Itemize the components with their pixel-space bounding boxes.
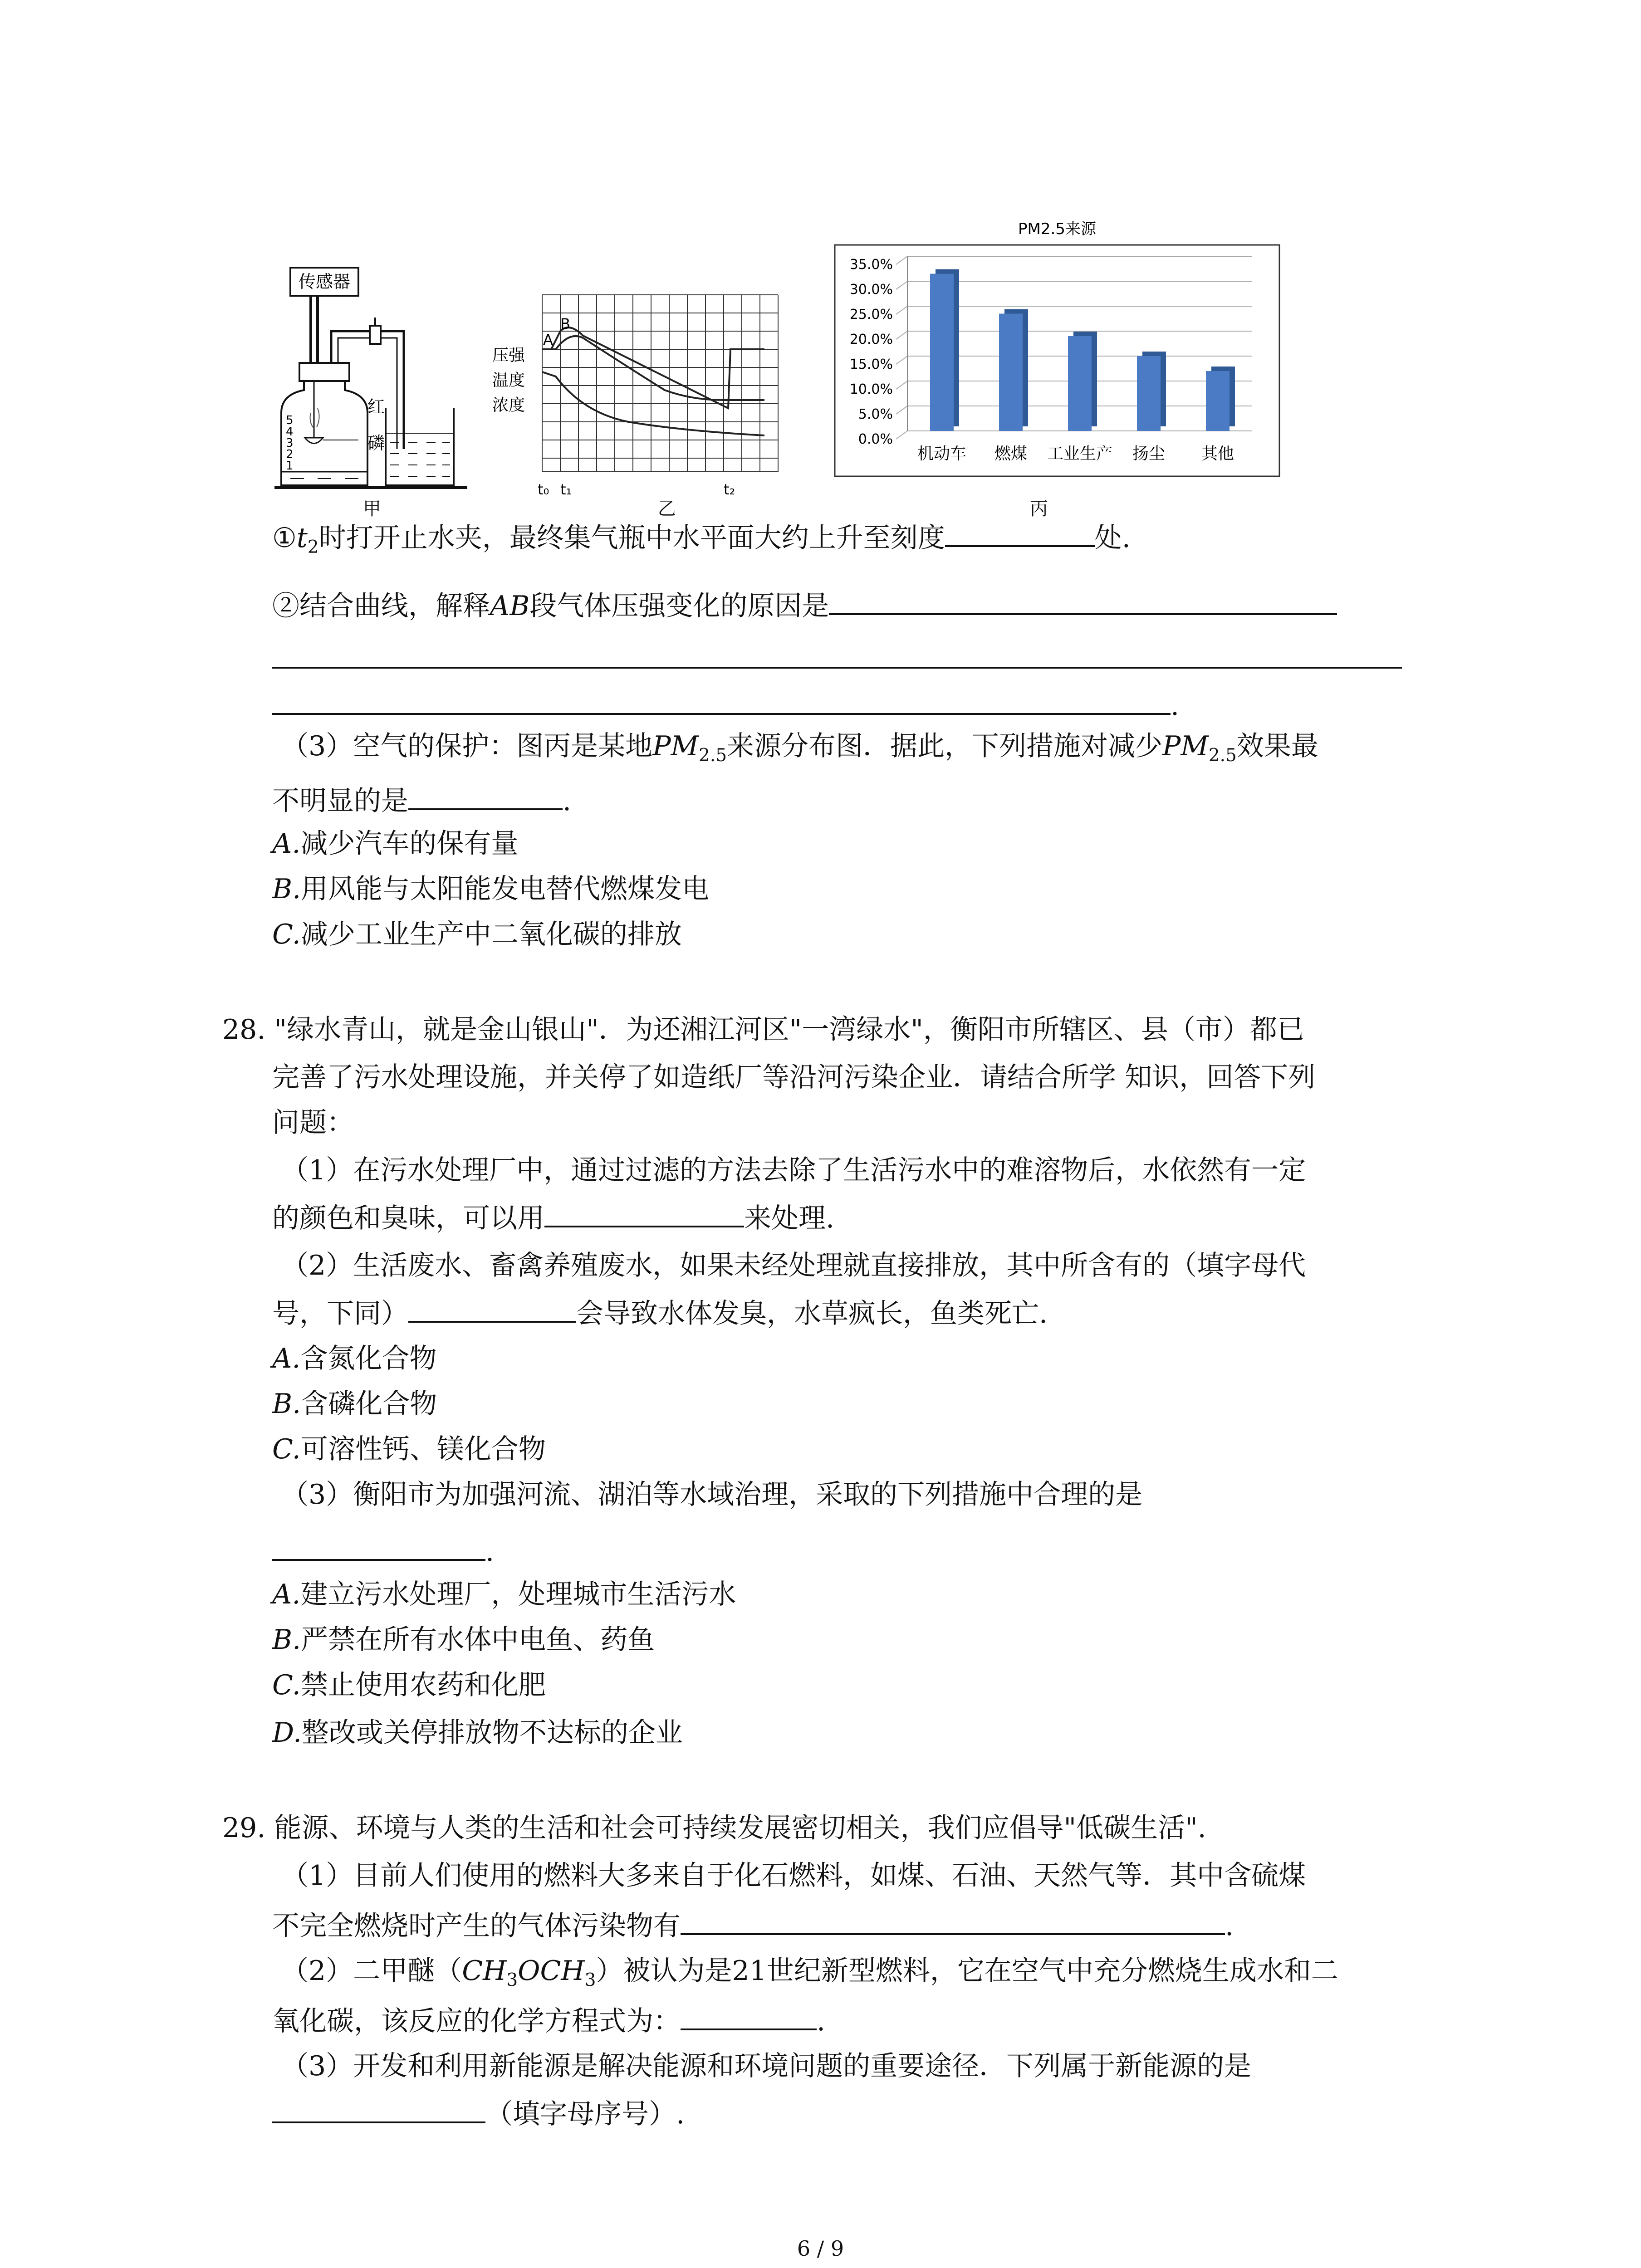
q28-measure-d: D.整改或关停排放物不达标的企业: [272, 1717, 683, 1749]
point-b-label: B: [560, 315, 570, 332]
q28-line7: 号，下同） 会导致水体发臭，水草疯长，鱼类死亡.: [272, 1293, 1048, 1334]
q28-line9: .: [272, 1531, 494, 1572]
answer-blank-ab-reason-line3[interactable]: [272, 685, 1171, 715]
q27-part2-line3: .: [272, 685, 1179, 726]
x-category-label: 扬尘: [1132, 445, 1166, 463]
svg-text:3: 3: [286, 436, 294, 450]
tick-t2: t₂: [724, 481, 735, 498]
x-category-label: 工业生产: [1047, 445, 1113, 463]
q28-option-a: A.含氮化合物: [272, 1343, 437, 1374]
q28-option-b: B.含磷化合物: [272, 1388, 437, 1420]
answer-blank-pollutant-gas[interactable]: [681, 1905, 1225, 1935]
bar: [1137, 356, 1161, 431]
y-tick-label: 25.0%: [849, 307, 893, 323]
svg-text:4: 4: [286, 425, 294, 439]
q27-part2: ②结合曲线，解释AB段气体压强变化的原因是: [272, 585, 1337, 626]
q29-line3: 不完全燃烧时产生的气体污染物有 .: [272, 1905, 1234, 1946]
q28-line1: 28. "绿水青山，就是金山银山"．为还湘江河区"一湾绿水"，衡阳市所辖区、县（市）都已: [222, 1014, 1304, 1046]
bar: [1206, 371, 1230, 431]
bar: [1068, 336, 1092, 431]
y-tick-label: 30.0%: [849, 282, 893, 298]
page-number: 6 / 9: [797, 2236, 844, 2261]
q28-option-c: C.可溶性钙、镁化合物: [272, 1433, 546, 1465]
answer-blank-ab-reason-line2[interactable]: [272, 667, 1402, 669]
temperature-curve: [542, 336, 764, 400]
x-category-label: 燃煤: [994, 445, 1028, 463]
answer-blank-measures[interactable]: [272, 1531, 485, 1561]
bar: [930, 274, 954, 431]
q28-measure-b: B.严禁在所有水体中电鱼、药鱼: [272, 1624, 655, 1656]
tick-t1: t₁: [560, 481, 572, 498]
q28-line5: 的颜色和臭味，可以用 来处理.: [272, 1198, 834, 1239]
q28-measure-c: C.禁止使用农药和化肥: [272, 1669, 546, 1701]
q28-line6: （2）生活废水、畜禽养殖废水，如果未经处理就直接排放，其中所含有的（填字母代: [281, 1250, 1306, 1281]
q28-line3: 问题：: [272, 1107, 354, 1139]
answer-blank-eutrophication[interactable]: [408, 1293, 576, 1323]
svg-text:2: 2: [286, 448, 294, 461]
answer-blank-equation[interactable]: [681, 2000, 817, 2030]
y-tick-label: 0.0%: [858, 431, 893, 447]
figure-jia-apparatus: [272, 259, 485, 494]
red-phosphorus-label-1: 红: [367, 397, 385, 417]
answer-blank-pm25[interactable]: [408, 780, 563, 810]
figure-yi-caption: 乙: [658, 499, 676, 519]
y-tick-label: 20.0%: [849, 332, 893, 347]
figure-bing-caption: 丙: [1030, 499, 1048, 519]
q29-line2: （1）目前人们使用的燃料大多来自于化石燃料，如煤、石油、天然气等．其中含硫煤: [281, 1860, 1306, 1892]
q29-line5: 氧化碳，该反应的化学方程式为： .: [272, 2000, 825, 2042]
q27-option-a: A.减少汽车的保有量: [272, 828, 519, 860]
q27-part3: （3）空气的保护：图丙是某地$PM_{2.5}$来源分布图．据此，下列措施对减少$PM_{2.5}$效果最: [281, 730, 1318, 766]
x-category-label: 其他: [1201, 445, 1234, 463]
q29-line4: （2）二甲醚$(CH_3OCH_3)$被认为是21世纪新型燃料，它在空气中充分燃烧生成水和二: [281, 1955, 1338, 1990]
y-label-pressure: 压强: [492, 346, 525, 365]
q28-line2: 完善了污水处理设施，并关停了如造纸厂等沿河污染企业．请结合所学 知识，回答下列: [272, 1061, 1316, 1093]
y-tick-label: 15.0%: [849, 357, 893, 372]
y-tick-label: 10.0%: [849, 381, 893, 397]
svg-text:5: 5: [286, 414, 294, 427]
y-label-concentration: 浓度: [492, 396, 525, 415]
bar: [999, 314, 1023, 431]
q29-line6: （3）开发和利用新能源是解决能源和环境问题的重要途径．下列属于新能源的是: [281, 2050, 1252, 2082]
q28-measure-a: A.建立污水处理厂，处理城市生活污水: [272, 1579, 736, 1610]
q28-line8: （3）衡阳市为加强河流、湖泊等水域治理，采取的下列措施中合理的是: [281, 1479, 1143, 1510]
x-category-label: 机动车: [917, 445, 967, 463]
y-label-temperature: 温度: [492, 371, 525, 390]
y-tick-label: 5.0%: [858, 406, 893, 422]
q28-line4: （1）在污水处理厂中，通过过滤的方法去除了生活污水中的难溶物后，水依然有一定: [281, 1154, 1306, 1186]
q27-option-b: B.用风能与太阳能发电替代燃煤发电: [272, 873, 710, 905]
figure-bing-pm25-chart: [830, 218, 1284, 481]
answer-blank-new-energy[interactable]: [272, 2093, 485, 2123]
answer-blank-adsorb[interactable]: [544, 1198, 744, 1227]
answer-blank-scale[interactable]: [945, 517, 1095, 547]
chart-title: PM2.5来源: [1018, 220, 1096, 238]
point-a-label: A: [543, 331, 553, 348]
answer-blank-ab-reason[interactable]: [829, 585, 1337, 615]
q27-option-c: C.减少工业生产中二氧化碳的排放: [272, 919, 682, 950]
red-phosphorus-label-2: 磷: [367, 433, 385, 453]
q29-line7: （填字母序号）.: [272, 2093, 685, 2135]
q27-part3-line2: 不明显的是 .: [272, 780, 571, 821]
figure-jia-caption: 甲: [363, 499, 381, 519]
figure-yi-curves: [492, 281, 819, 499]
q27-part1: $①t_2$时打开止水夹，最终集气瓶中水平面大约上升至刻度 处.: [272, 517, 1131, 568]
svg-text:1: 1: [286, 459, 294, 473]
q29-line1: 29. 能源、环境与人类的生活和社会可持续发展密切相关，我们应倡导"低碳生活".: [222, 1812, 1206, 1844]
sensor-label: 传感器: [298, 272, 351, 292]
y-tick-label: 35.0%: [849, 257, 893, 273]
tick-t0: t₀: [538, 481, 549, 498]
